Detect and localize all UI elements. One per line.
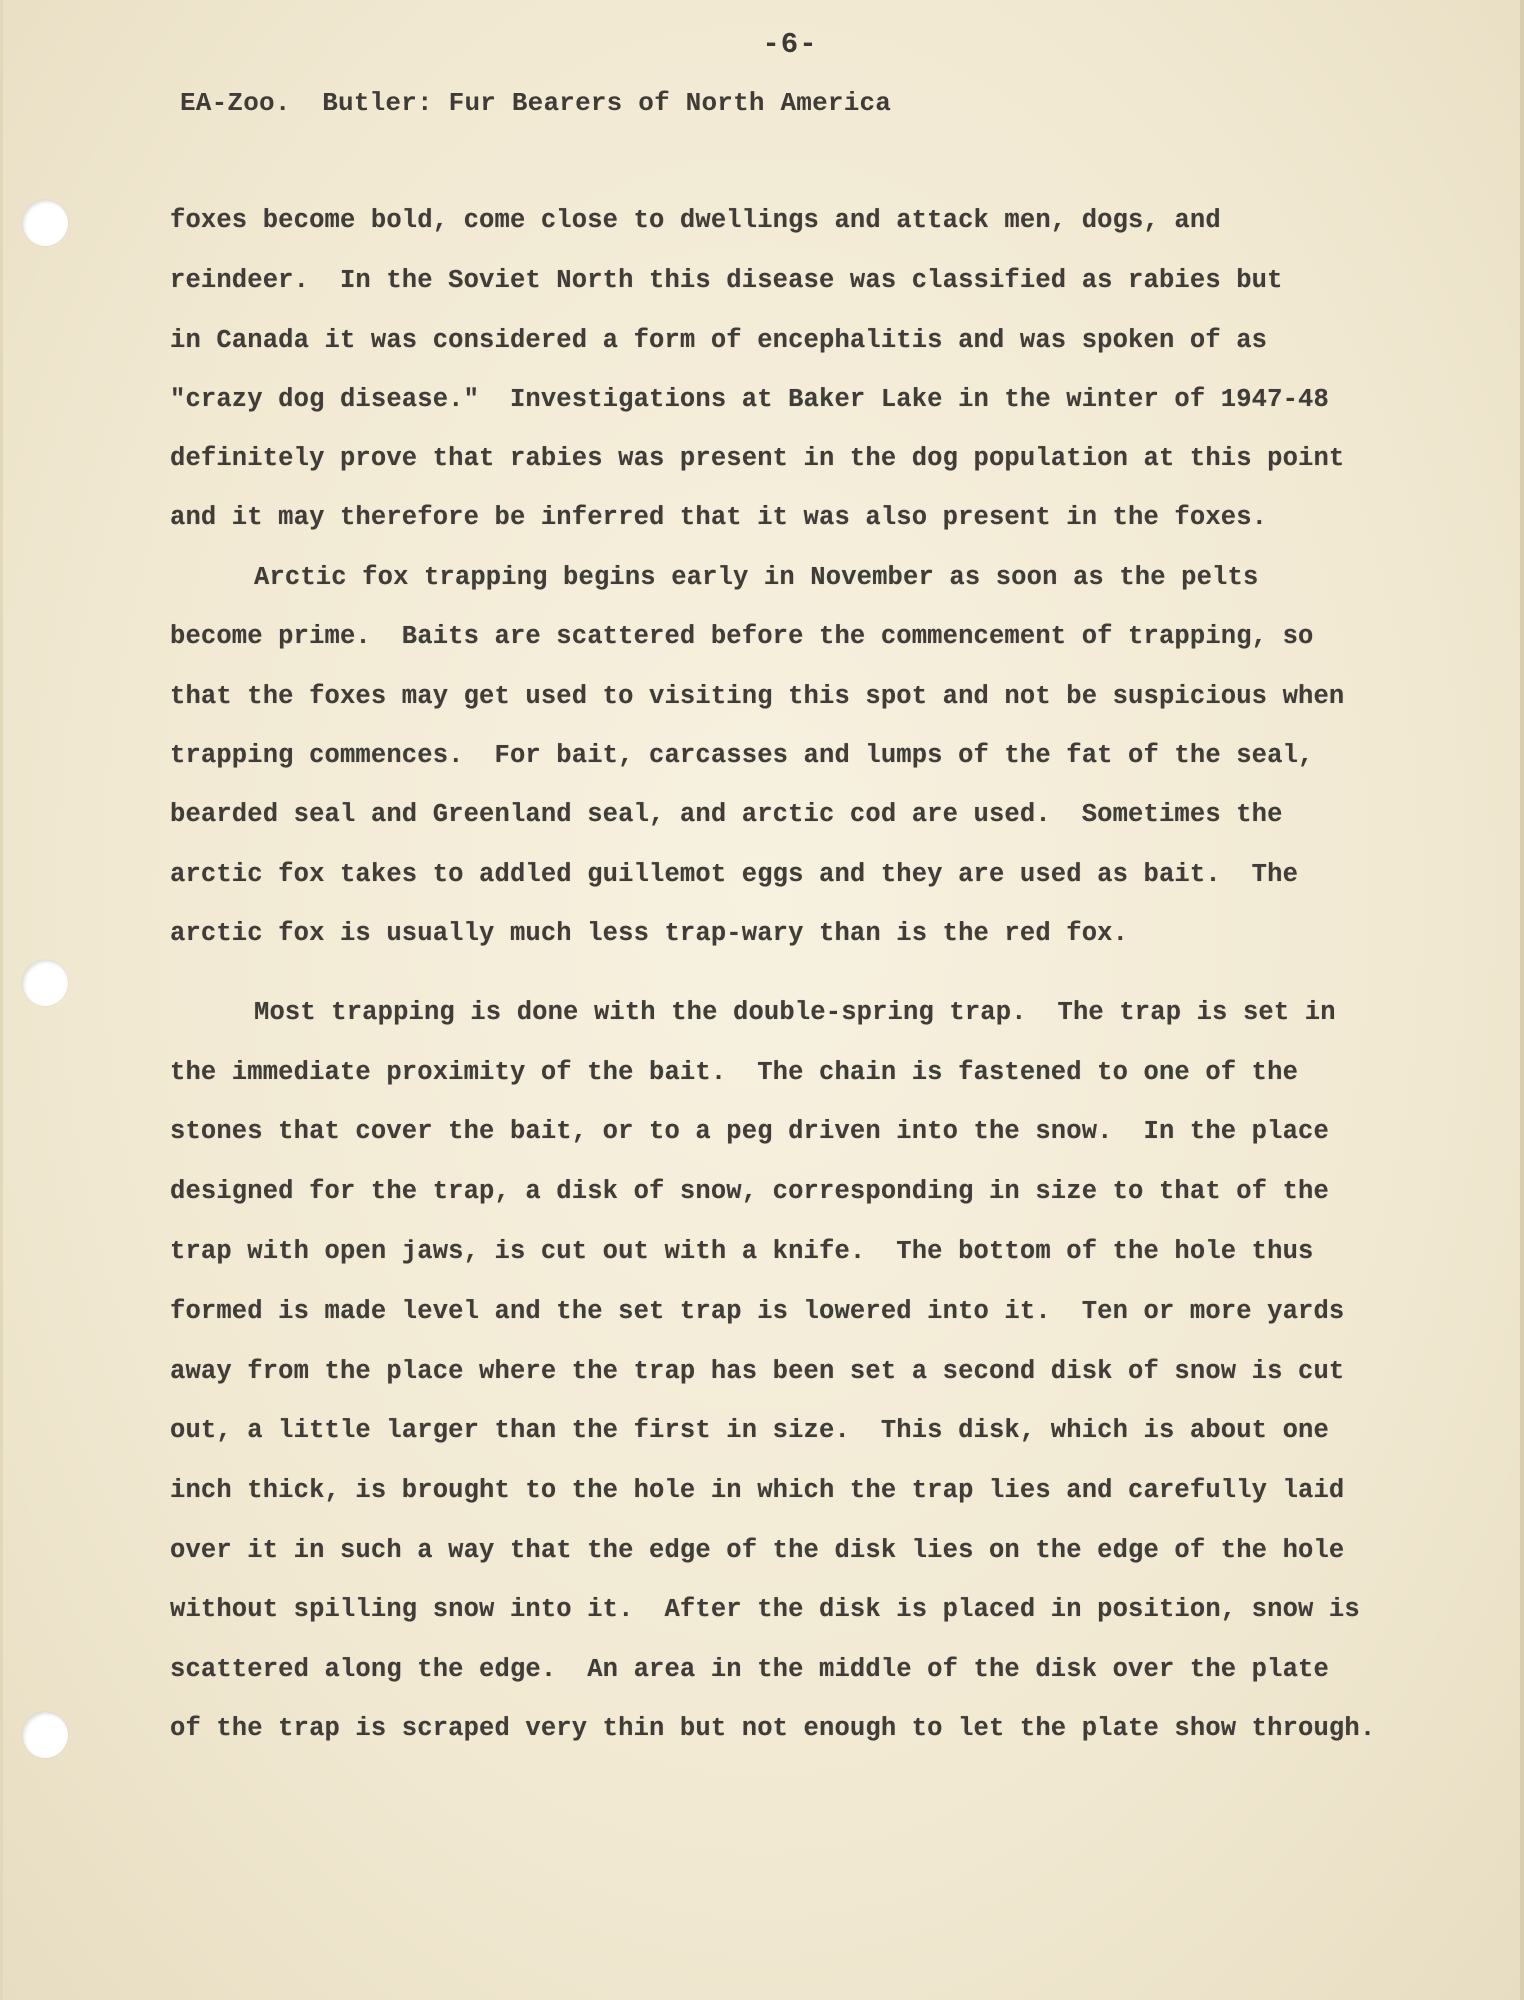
- text-line: bearded seal and Greenland seal, and arctic cod are used. Sometimes the: [170, 800, 1283, 829]
- text-line: and it may therefore be inferred that it was also present in the foxes.: [170, 503, 1268, 532]
- text-line: formed is made level and the set trap is lowered into it. Ten or more yards: [170, 1297, 1345, 1326]
- text-line: away from the place where the trap has been set a second disk of snow is cut: [170, 1357, 1345, 1386]
- document-header: EA-Zoo. Butler: Fur Bearers of North America: [180, 88, 892, 118]
- text-line: over it in such a way that the edge of the disk lies on the edge of the hole: [170, 1536, 1345, 1565]
- text-line: of the trap is scraped very thin but not enough to let the plate show through.: [170, 1714, 1376, 1743]
- text-line: Most trapping is done with the double-spring trap. The trap is set in: [254, 998, 1336, 1027]
- text-line: in Canada it was considered a form of encephalitis and was spoken of as: [170, 326, 1268, 355]
- text-line: that the foxes may get used to visiting this spot and not be suspicious when: [170, 682, 1345, 711]
- text-line: scattered along the edge. An area in the middle of the disk over the plate: [170, 1655, 1329, 1684]
- text-line: without spilling snow into it. After the disk is placed in position, snow is: [170, 1595, 1360, 1624]
- text-line: out, a little larger than the first in size. This disk, which is about one: [170, 1416, 1329, 1445]
- text-line: designed for the trap, a disk of snow, corresponding in size to that of the: [170, 1177, 1329, 1206]
- text-line: arctic fox takes to addled guillemot eggs and they are used as bait. The: [170, 860, 1299, 889]
- text-line: become prime. Baits are scattered before the commencement of trapping, so: [170, 622, 1314, 651]
- text-line: Arctic fox trapping begins early in November as soon as the pelts: [254, 563, 1259, 592]
- text-line: the immediate proximity of the bait. The chain is fastened to one of the: [170, 1058, 1299, 1087]
- text-line: trap with open jaws, is cut out with a knife. The bottom of the hole thus: [170, 1237, 1314, 1266]
- text-line: arctic fox is usually much less trap-wary than is the red fox.: [170, 919, 1129, 948]
- text-line: definitely prove that rabies was present in the dog population at this point: [170, 444, 1345, 473]
- text-line: reindeer. In the Soviet North this disease was classified as rabies but: [170, 266, 1283, 295]
- text-line: foxes become bold, come close to dwellings and attack men, dogs, and: [170, 206, 1221, 235]
- text-line: trapping commences. For bait, carcasses and lumps of the fat of the seal,: [170, 741, 1314, 770]
- text-line: stones that cover the bait, or to a peg driven into the snow. In the place: [170, 1117, 1329, 1146]
- page-number: -6-: [762, 28, 818, 61]
- text-line: "crazy dog disease." Investigations at Baker Lake in the winter of 1947-48: [170, 385, 1329, 414]
- text-line: inch thick, is brought to the hole in which the trap lies and carefully laid: [170, 1476, 1345, 1505]
